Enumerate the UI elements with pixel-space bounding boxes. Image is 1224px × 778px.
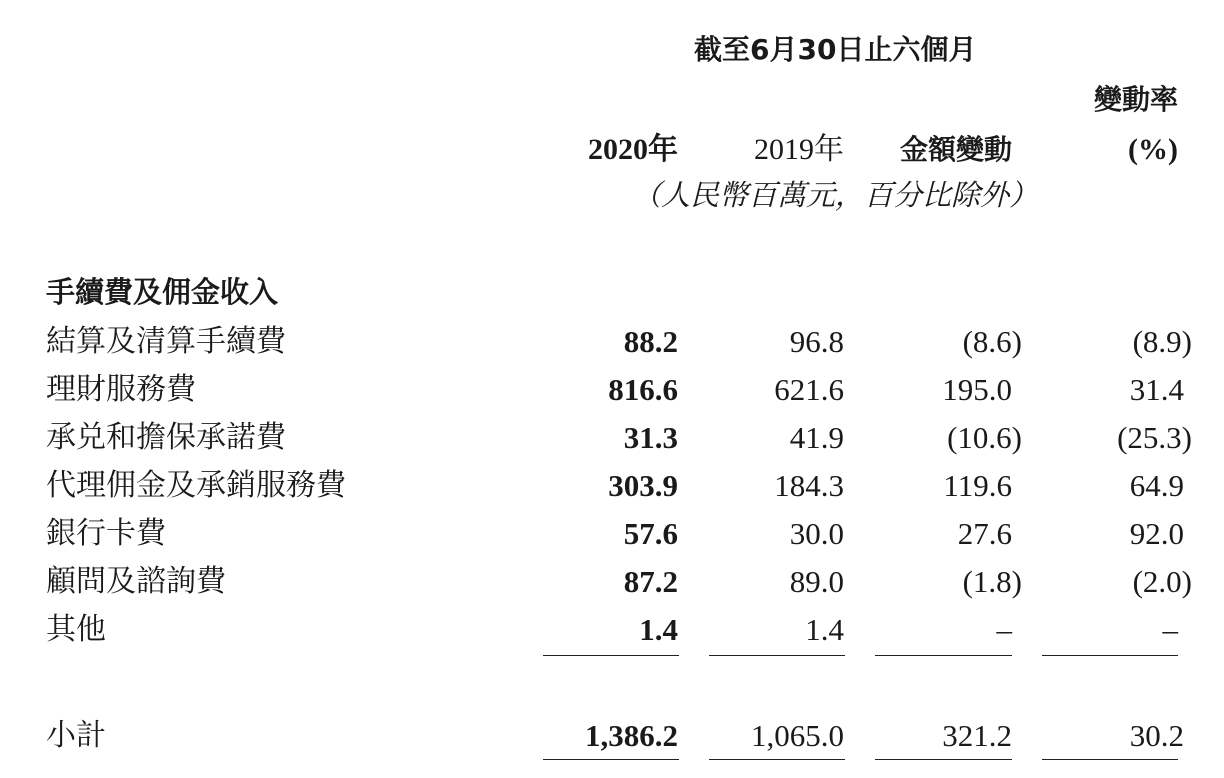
cell-2019: 96.8	[789, 324, 844, 359]
cell-2020: 31.3	[623, 420, 678, 455]
col-rate-header: (%)	[1128, 133, 1178, 166]
row-label-wealth-management: 理財服務費	[46, 372, 196, 407]
cell-rate: 92.0	[1129, 516, 1184, 551]
cell-change: 119.6	[943, 468, 1012, 503]
subtotal-2020: 1,386.2	[585, 718, 678, 753]
cell-2020: 87.2	[623, 564, 678, 599]
cell-rate: –	[1162, 612, 1178, 647]
row-label-settlement: 結算及清算手續費	[46, 324, 286, 359]
cell-2020: 303.9	[608, 468, 678, 503]
cell-rate: 31.4	[1129, 372, 1184, 407]
unit-note: （人民幣百萬元，百分比除外）	[632, 180, 1039, 212]
row-label-bank-card: 銀行卡費	[46, 516, 166, 551]
cell-2019: 184.3	[774, 468, 844, 503]
row-label-others: 其他	[46, 612, 106, 647]
cell-change: –	[996, 612, 1012, 647]
subtotal-rule	[543, 759, 679, 760]
subtotal-rule	[709, 759, 845, 760]
subtotal-label: 小計	[46, 718, 106, 753]
cell-change: (10.6)	[947, 420, 1022, 455]
cell-rate: 64.9	[1129, 468, 1184, 503]
section-title: 手續費及佣金收入	[46, 275, 279, 309]
cell-2019: 30.0	[789, 516, 844, 551]
subtotal-change: 321.2	[942, 718, 1012, 753]
column-rule	[875, 655, 1012, 656]
cell-rate: (8.9)	[1132, 324, 1192, 359]
column-rule	[543, 655, 679, 656]
row-label-acceptance-guarantee: 承兑和擔保承諾費	[46, 420, 286, 455]
cell-2019: 1.4	[805, 612, 844, 647]
period-header: 截至6月30日止六個月	[694, 33, 977, 66]
cell-2020: 1.4	[639, 612, 678, 647]
row-label-advisory-consulting: 顧問及諮詢費	[46, 564, 226, 599]
subtotal-rule	[875, 759, 1012, 760]
col-2020-header: 2020年	[588, 133, 678, 166]
cell-rate: (25.3)	[1117, 420, 1192, 455]
cell-2020: 816.6	[608, 372, 678, 407]
cell-2019: 41.9	[789, 420, 844, 455]
column-rule	[709, 655, 845, 656]
subtotal-rate: 30.2	[1129, 718, 1184, 753]
subtotal-rule	[1042, 759, 1178, 760]
cell-2020: 57.6	[623, 516, 678, 551]
column-rule	[1042, 655, 1178, 656]
col-2019-header: 2019年	[754, 133, 844, 166]
change-rate-header: 變動率	[1093, 83, 1178, 116]
cell-2020: 88.2	[623, 324, 678, 359]
cell-2019: 621.6	[774, 372, 844, 407]
row-label-agency-underwriting: 代理佣金及承銷服務費	[46, 468, 346, 503]
cell-change: 27.6	[957, 516, 1012, 551]
cell-change: (1.8)	[962, 564, 1022, 599]
cell-change: 195.0	[942, 372, 1012, 407]
cell-2019: 89.0	[789, 564, 844, 599]
subtotal-2019: 1,065.0	[751, 718, 844, 753]
cell-change: (8.6)	[962, 324, 1022, 359]
col-change-header: 金額變動	[899, 133, 1012, 166]
cell-rate: (2.0)	[1132, 564, 1192, 599]
